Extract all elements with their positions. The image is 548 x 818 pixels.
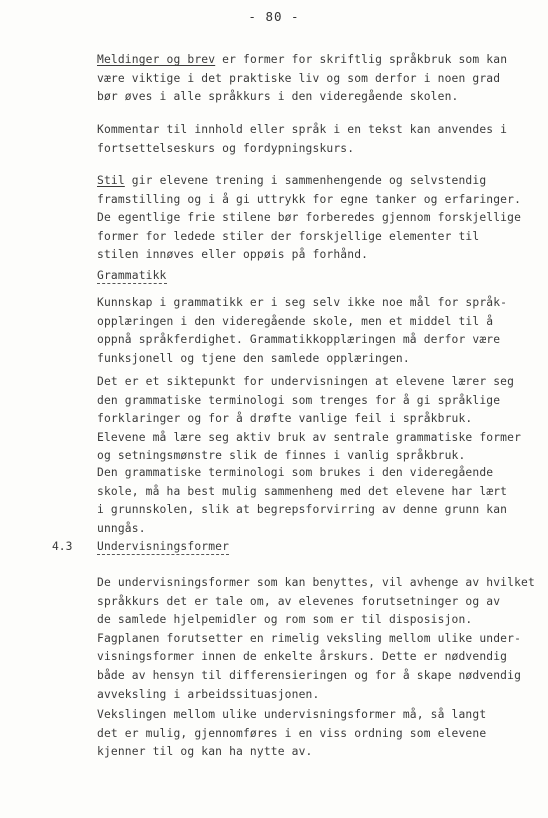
line: fortsettelseskurs og fordypningskurs.	[97, 141, 355, 155]
line: bør øves i alle språkkurs i den videregående skolen.	[97, 90, 459, 104]
line: stilen innøves eller oppøis på forhånd.	[97, 248, 369, 262]
paragraph-grammatikk-1	[97, 294, 537, 368]
line: det er mulig, gjennomføres i en viss ordning som elevene	[97, 726, 487, 740]
line	[97, 172, 537, 191]
paragraph-undervisning-2	[97, 706, 537, 762]
line: Vekslingen mellom ulike undervisningsformer må, så langt	[97, 708, 487, 721]
heading-undervisningsformer-wrap	[97, 538, 537, 557]
line: de samlede hjelpemidler og rom som er til disposisjon.	[97, 613, 473, 627]
line: avveksling i arbeidssituasjonen.	[97, 687, 320, 701]
line: språkkurs det er tale om, av elevenes forutsetninger og av	[97, 594, 501, 608]
paragraph-undervisning-1	[97, 574, 537, 704]
heading-undervisningsformer: Undervisningsformer	[97, 540, 230, 553]
line: De egentlige frie stilene bør forberedes gjennom forskjellige	[97, 211, 522, 225]
line: være viktige i det praktiske liv og som derfor i noen grad	[97, 71, 501, 85]
line: både av hensyn til differensieringen og for å skape nødvendig	[97, 668, 522, 682]
term-stil: Stil	[97, 174, 125, 187]
line: funksjonell og tjene den samlede opplæringen.	[97, 351, 410, 365]
line: Elevene må lære seg aktiv bruk av sentrale grammatiske former	[97, 430, 522, 444]
line: skole, må ha best mulig sammenheng med det elevene har lært	[97, 484, 508, 498]
line: unngås.	[97, 521, 146, 535]
line: den grammatiske terminologi som trenges for å gi språklige	[97, 393, 501, 407]
line: Fagplanen forutsetter en rimelig veksling mellom ulike under-	[97, 631, 522, 645]
line: forklaringer og for å drøfte vanlige feil i språkbruk.	[97, 412, 473, 426]
line: oppnå språkferdighet. Grammatikkopplæringen må derfor være	[97, 333, 501, 347]
heading-grammatikk: Grammatikk	[97, 269, 167, 282]
line: Kommentar til innhold eller språk i en tekst kan anvendes i	[97, 123, 508, 136]
paragraph-grammatikk-2	[97, 373, 537, 466]
line: Det er et siktepunkt for undervisningen at elevene lærer seg	[97, 375, 515, 388]
line: framstilling og i å gi uttrykk for egne tanker og erfaringer.	[97, 192, 522, 206]
line-text: gir elevene trening i sammenhengende og selvstendig	[124, 174, 487, 187]
heading-grammatikk-wrap	[97, 267, 537, 286]
section-number: 4.3	[52, 540, 73, 553]
line: og setningsmønstre slik de finnes i vanlig språkbruk.	[97, 449, 466, 463]
line: visningsformer innen de enkelte årskurs. Dette er nødvendig	[97, 650, 508, 664]
line: i grunnskolen, slik at begrepsforvirring av denne grunn kan	[97, 503, 508, 517]
line	[97, 51, 537, 70]
paragraph-grammatikk-3	[97, 464, 537, 538]
line: former for ledede stiler der forskjellige elementer til	[97, 229, 480, 243]
term-meldinger: Meldinger og brev	[97, 53, 216, 66]
line: De undervisningsformer som kan benyttes, vil avhenge av hvilket	[97, 576, 535, 589]
paragraph-kommentar	[97, 121, 537, 158]
line: Kunnskap i grammatikk er i seg selv ikke noe mål for språk-	[97, 296, 508, 309]
line: opplæringen i den videregående skole, men et middel til å	[97, 314, 494, 328]
paragraph-meldinger	[97, 51, 537, 107]
line: Den grammatiske terminologi som brukes i den videregående	[97, 466, 494, 479]
line-text: er former for skriftlig språkbruk som kan	[215, 53, 508, 66]
page-number: - 80 -	[248, 9, 300, 24]
paragraph-stil	[97, 172, 537, 265]
line: kjenner til og kan ha nytte av.	[97, 745, 313, 759]
